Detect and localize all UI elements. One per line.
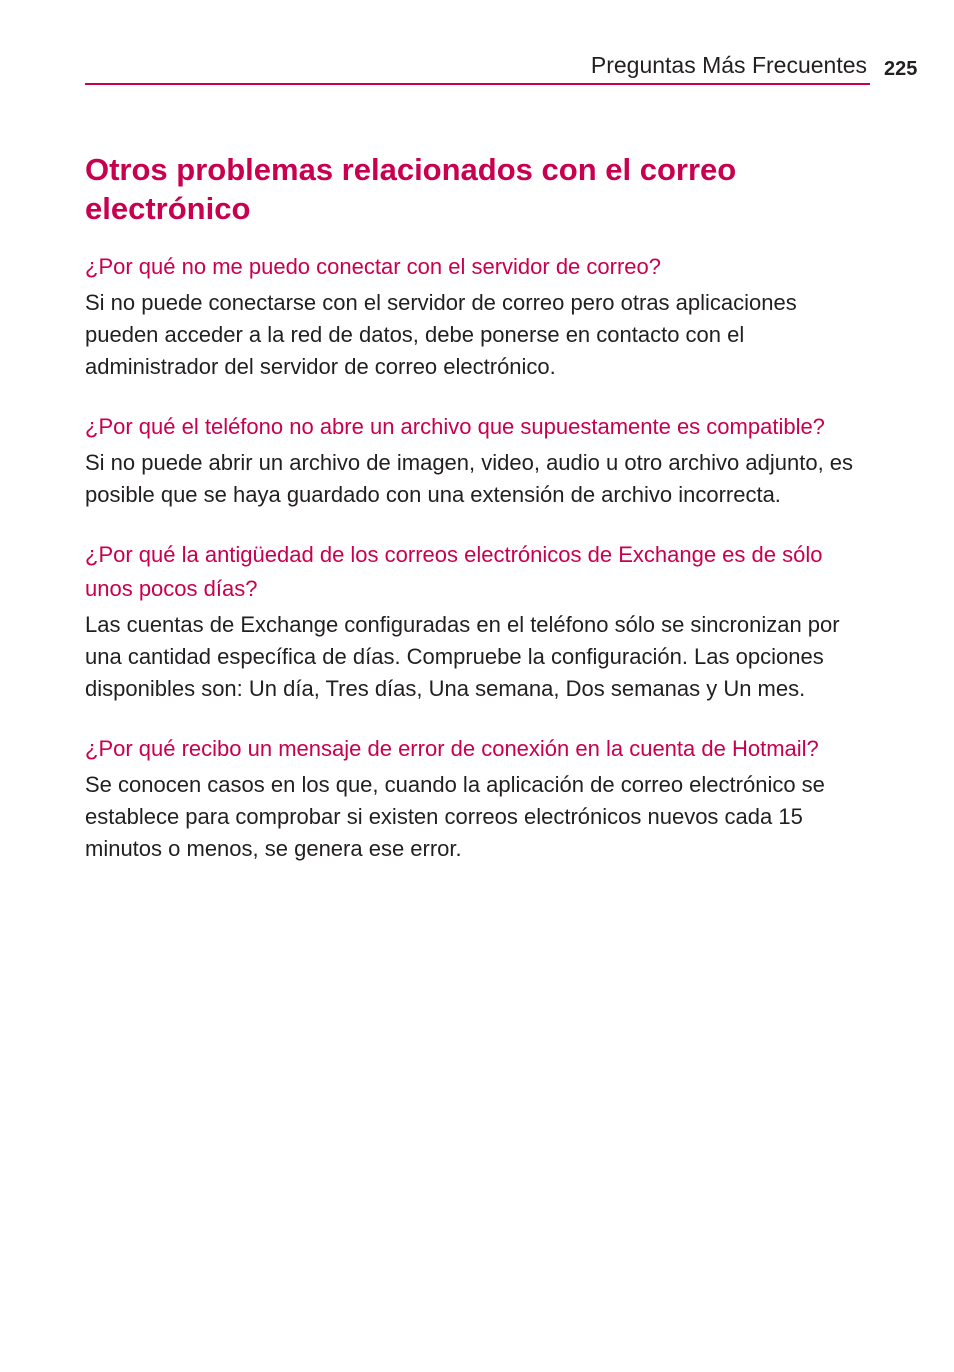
faq-item [85, 732, 875, 865]
faq-item [85, 538, 875, 705]
section-name: Preguntas Más Frecuentes [590, 52, 867, 78]
faq-answer: Si no puede conectarse con el servidor de correo pero otras aplicaciones pueden acceder a la red de datos, debe ponerse en contacto con el administrador del servidor de correo electrónico. [85, 290, 797, 379]
faq-question: ¿Por qué la antigüedad de los correos electrónicos de Exchange es de sólo unos pocos días? [85, 542, 823, 601]
faq-question: ¿Por qué recibo un mensaje de error de conexión en la cuenta de Hotmail? [85, 736, 819, 761]
page-header [85, 50, 870, 85]
faq-item [85, 410, 875, 511]
faq-answer: Se conocen casos en los que, cuando la aplicación de correo electrónico se establece para comprobar si existen correos electrónicos nuevos cada 15 minutos o menos, se genera ese error. [85, 772, 825, 861]
page-number: 225 [884, 58, 918, 80]
faq-item [85, 250, 875, 383]
page-content [85, 150, 875, 865]
faq-answer: Si no puede abrir un archivo de imagen, video, audio u otro archivo adjunto, es posible que se haya guardado con una extensión de archivo incorrecta. [85, 450, 854, 507]
faq-answer: Las cuentas de Exchange configuradas en el teléfono sólo se sincronizan por una cantidad específica de días. Compruebe la configuración. Las opciones disponibles son: Un día, Tres días, Una semana, Dos semanas y Un mes. [85, 612, 840, 701]
page-title: Otros problemas relacionados con el correo electrónico [85, 152, 737, 226]
faq-question: ¿Por qué el teléfono no abre un archivo que supuestamente es compatible? [85, 414, 825, 439]
faq-question: ¿Por qué no me puedo conectar con el servidor de correo? [85, 254, 661, 279]
